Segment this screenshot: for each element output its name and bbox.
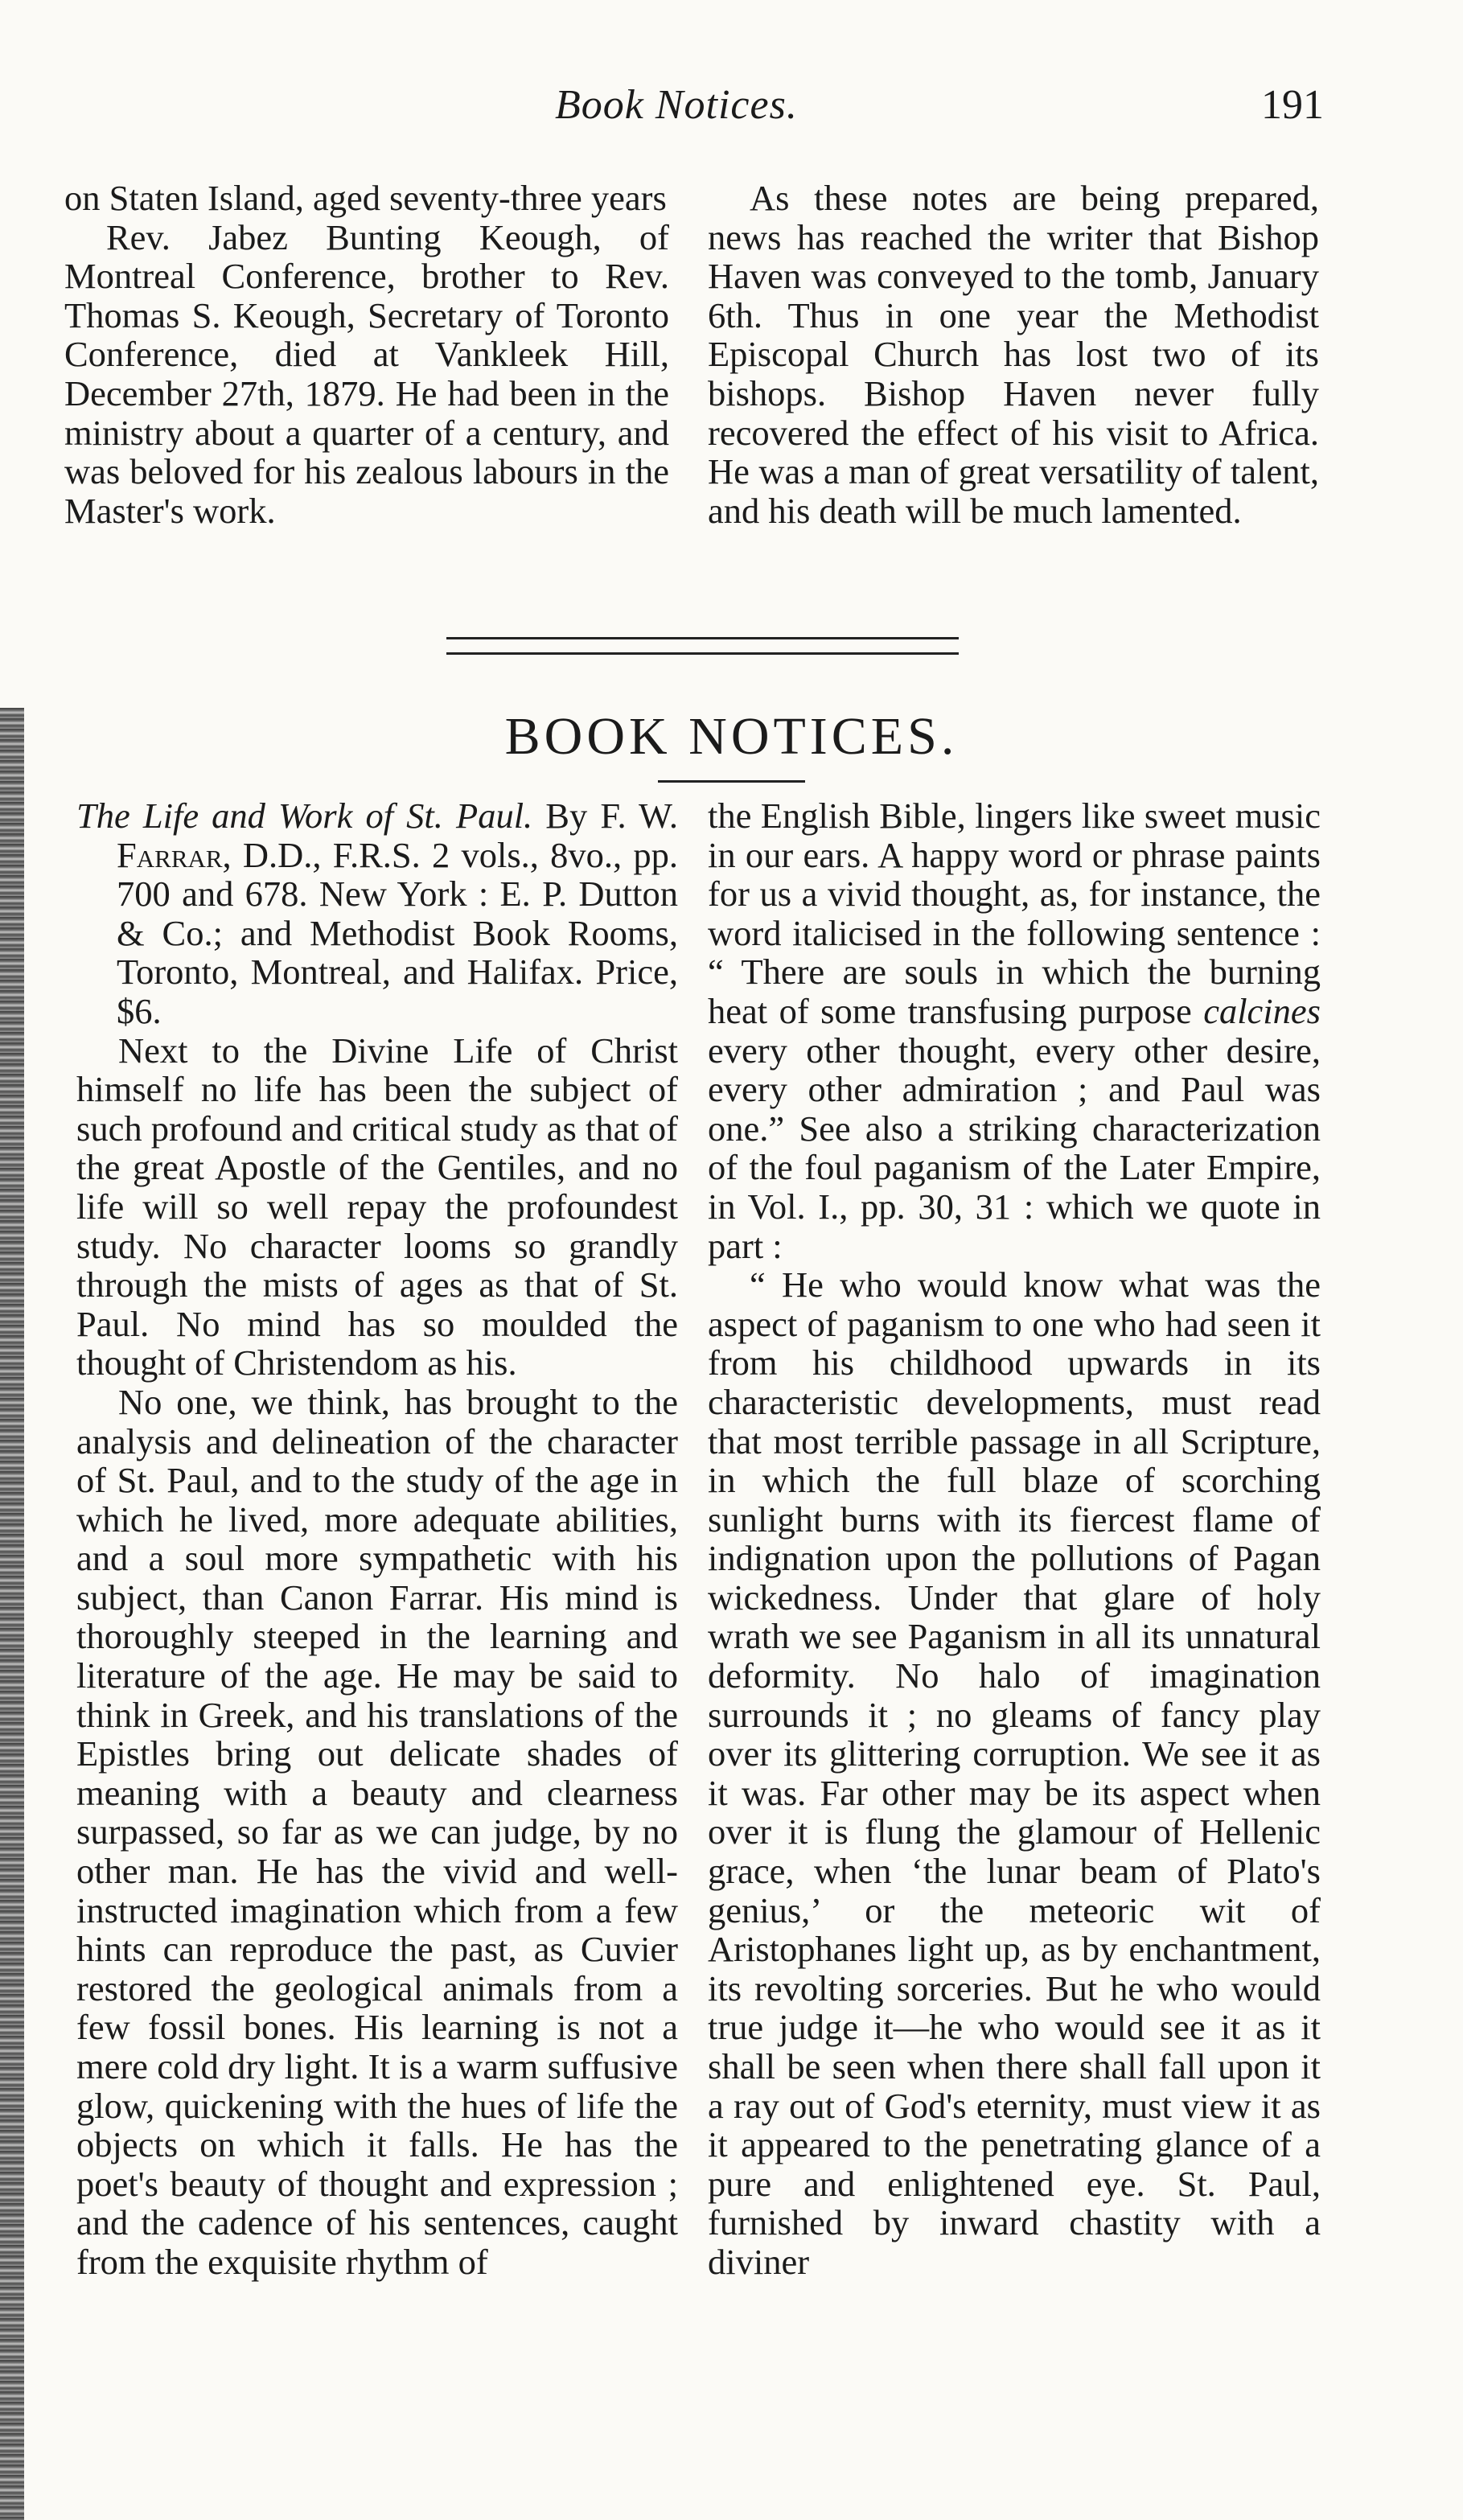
review-text: every other thought, every other desire, every other admiration ; and Paul was one.” See also a striking characterization of the foul paganism of the Later Empire, in Vol. I., pp. 30, 31 : which we quote in part : [708,1030,1321,1266]
review-paragraph: No one, we think, has brought to the analysis and delineation of the character of St. Paul, and to the study of the age in which he lived, more adequate abilities, and a soul more sympathetic with his subject, than Canon Farrar. His mind is thoroughly steeped in the learning and literature of the age. He may be said to think in Greek, and his translations of the Epistles bring out delicate shades of meaning with a beauty and clearness surpassed, so far as we can judge, by no other man. He has the vivid and well-instructed imagination which from a few hints can reproduce the past, as Cuvier restored the geological animals from a few fossil bones. His learning is not a mere cold dry light. It is a warm suffusive glow, quickening with the hues of life the objects on which it falls. He has the poet's beauty of thought and expression ; and the cadence of his sentences, caught from the exquisite rhythm of [76,1381,678,2282]
page-header [0,76,1463,141]
book-details: 2 vols., 8vo., pp. 700 and 678. New York : E. P. Dutton & Co.; and Methodist Book Rooms, Toronto, Montreal, and Halifax. Price, $6. [117,834,679,1031]
review-right-column [708,796,1321,2282]
running-head: Book Notices. [555,82,798,128]
quoted-passage: “ He who would know what was the aspect of paganism to one who had seen it from his childhood upwards in its characteristic developments, must read that most terrible passage in all Scripture, in which the full blaze of scorching sunlight burns with its fiercest flame of indignation upon the pollutions of Pagan wickedness. Under that glare of holy wrath we see Paganism in all its unnatural deformity. No halo of imagination surrounds it ; no gleams of fancy play over its glittering corruption. We see it as it was. Far other may be its aspect when over it is flung the glamour of Hellenic grace, when ‘the lunar beam of Plato's genius,’ or the meteoric wit of Aristophanes light up, as by enchantment, its revolting sorceries. But he who would true judge it—he who would see it as it shall be seen when there shall fall upon it a ray out of God's eternity, must view it as it appeared to the penetrating glance of a pure and enlightened eye. St. Paul, furnished by inward chastity with a diviner [708,1264,1321,2282]
title-underline [658,780,805,783]
review-paragraph: Next to the Divine Life of Christ himself no life has been the subject of such profound and critical study as that of the great Apostle of the Gentiles, and no life will so well repay the profoundest study. No character looms so grandly through the mists of ages as that of St. Paul. No mind has so moulded the thought of Christendom as his. [76,1030,678,1383]
review-paragraph [708,796,1321,1265]
book-author: F. W. Farrar, D.D., F.R.S. [117,795,678,875]
author-prefix: By [545,795,588,836]
review-left-column [76,796,678,2282]
note-paragraph: Rev. Jabez Bunting Keough, of Montreal Conference, brother to Rev. Thomas S. Keough, Secretary of Toronto Conference, died at Vankleek Hill, December 27th, 1879. He had been in the ministry about a quarter of a century, and was beloved for his zealous labours in the Master's work. [64,216,669,531]
note-paragraph: As these notes are being prepared, news has reached the writer that Bishop Haven was conveyed to the tomb, January 6th. Thus in one year the Methodist Episcopal Church has lost two of its bishops. Bishop Haven never fully recovered the effect of his visit to Africa. He was a man of great versatility of talent, and his death will be much lamented. [708,178,1319,531]
notes-left-column [64,179,669,530]
page-number: 191 [1261,82,1324,128]
book-title: The Life and Work of St. Paul. [76,795,533,836]
section-divider [446,637,959,655]
section-title: BOOK NOTICES. [504,707,959,766]
book-citation [76,796,678,1031]
page-binding-edge [0,708,24,2520]
review-text: the English Bible, lingers like sweet music in our ears. A happy word or phrase paints for us a vivid thought, as, for instance, the word italicised in the following sentence : “ There are souls in which the burning heat of some transfusing purpose [708,795,1321,1031]
note-paragraph: on Staten Island, aged seventy-three years [64,178,667,218]
notes-right-column [708,179,1319,530]
italic-word: calcines [1203,990,1321,1031]
